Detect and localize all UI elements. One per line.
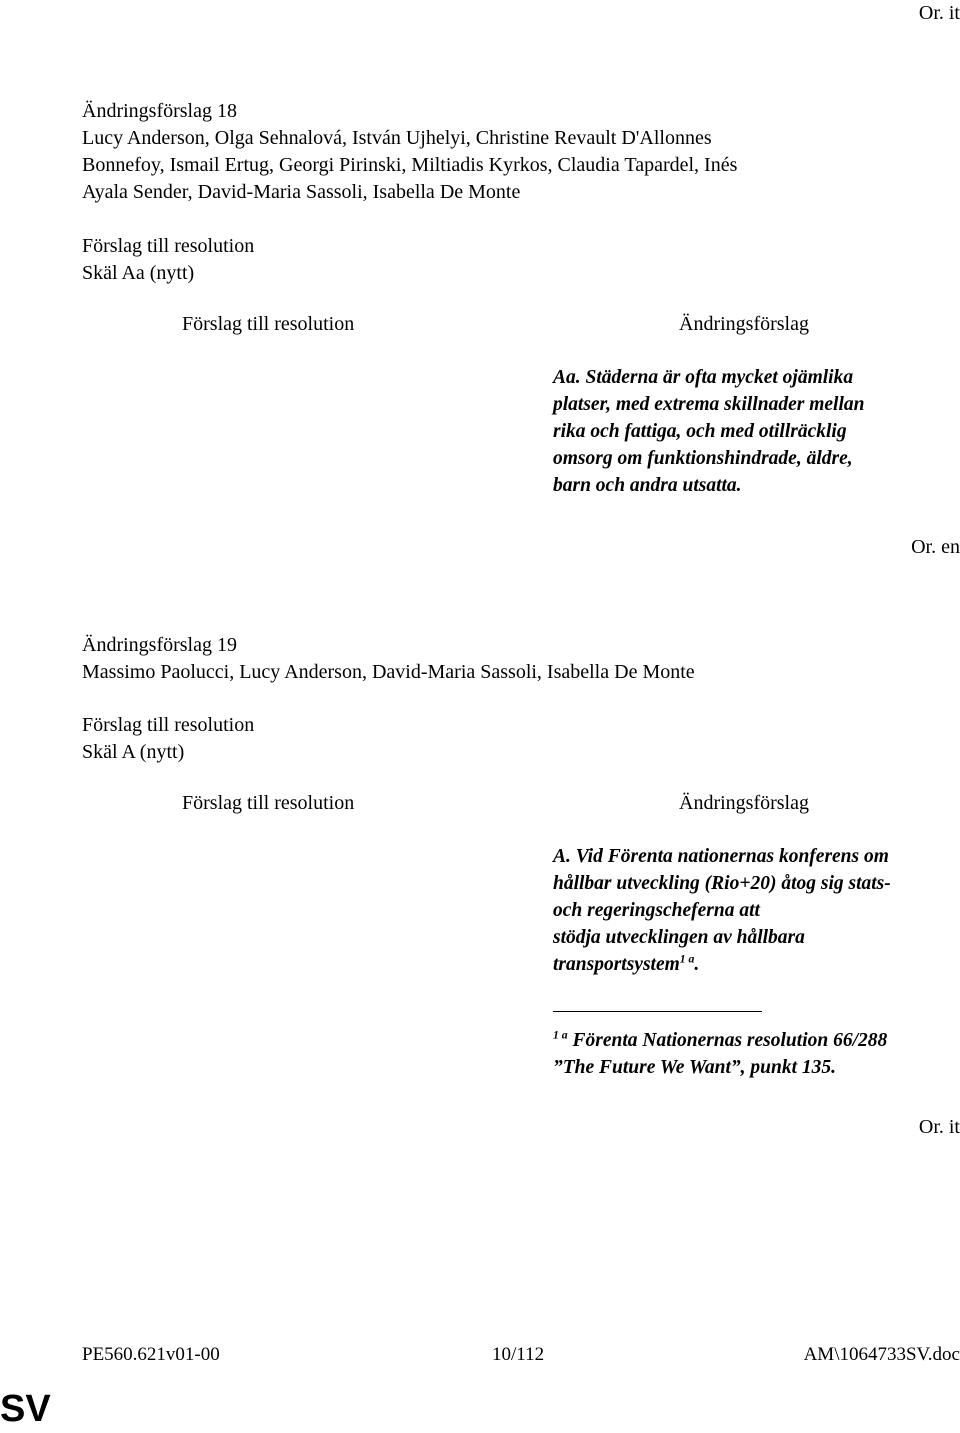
language-code: SV [0,1388,51,1430]
amendment-18-col-right-header: Ändringsförslag [679,313,809,335]
amendment-18-text-line-3: rika och fattiga, och med otillräcklig [553,421,847,442]
footnote-number: 1 a [553,1028,568,1042]
amendment-19-col-left-header: Förslag till resolution [182,792,355,814]
amendment-18-section: Skäl Aa (nytt) [82,262,195,284]
amendment-19-last-line-text: transportsystem [553,954,680,975]
amendment-19-text-line-1: A. Vid Förenta nationernas konferens om [553,846,889,867]
footer-file-reference: AM\1064733SV.doc [803,1344,960,1365]
amendment-19-text-line-3: och regeringscheferna att [553,900,760,921]
amendment-19-text-line-2: hållbar utveckling (Rio+20) åtog sig stats- [553,873,891,894]
footer-page-number: 10/112 [492,1344,545,1365]
amendment-18-authors-line-3: Ayala Sender, David-Maria Sassoli, Isabella De Monte [82,181,521,203]
amendment-19-last-line-end: . [694,954,700,975]
amendment-19-text-line-4: stödja utvecklingen av hållbara [553,927,805,948]
amendment-19-text-line-5 [553,951,699,978]
amendment-18-col-left-header: Förslag till resolution [182,313,355,335]
amendment-19-col-right-header: Ändringsförslag [679,792,809,814]
footnote-reference-marker: 1 a [679,952,695,966]
footnote-separator [553,1011,762,1012]
amendment-18-title: Ändringsförslag 18 [82,100,237,122]
amendment-19-original-language: Or. it [918,1116,960,1138]
amendment-18-authors-line-1: Lucy Anderson, Olga Sehnalová, István Ujhelyi, Christine Revault D'Allonnes [82,127,712,149]
footnote-text-line-1: Förenta Nationernas resolution 66/288 [572,1030,888,1051]
amendment-19-doc-type: Förslag till resolution [82,714,255,736]
amendment-18-doc-type: Förslag till resolution [82,235,255,257]
amendment-18-text-line-2: platser, med extrema skillnader mellan [553,394,865,415]
amendment-18-text-line-5: barn och andra utsatta. [553,475,742,496]
footnote-line-2: ”The Future We Want”, punkt 135. [553,1057,836,1078]
amendment-18-original-language: Or. en [911,536,960,558]
amendment-18-text-line-4: omsorg om funktionshindrade, äldre, [553,448,853,469]
amendment-19-section: Skäl A (nytt) [82,741,185,763]
amendment-19-authors-line-1: Massimo Paolucci, Lucy Anderson, David-Maria Sassoli, Isabella De Monte [82,661,695,683]
amendment-18-authors-line-2: Bonnefoy, Ismail Ertug, Georgi Pirinski, Miltiadis Kyrkos, Claudia Tapardel, Inés [82,154,738,176]
original-language-top: Or. it [918,2,960,24]
amendment-18-text-line-1: Aa. Städerna är ofta mycket ojämlika [553,367,854,388]
amendment-19-title: Ändringsförslag 19 [82,634,237,656]
footer-document-number: PE560.621v01-00 [82,1344,220,1365]
footnote-line-1 [553,1027,887,1054]
